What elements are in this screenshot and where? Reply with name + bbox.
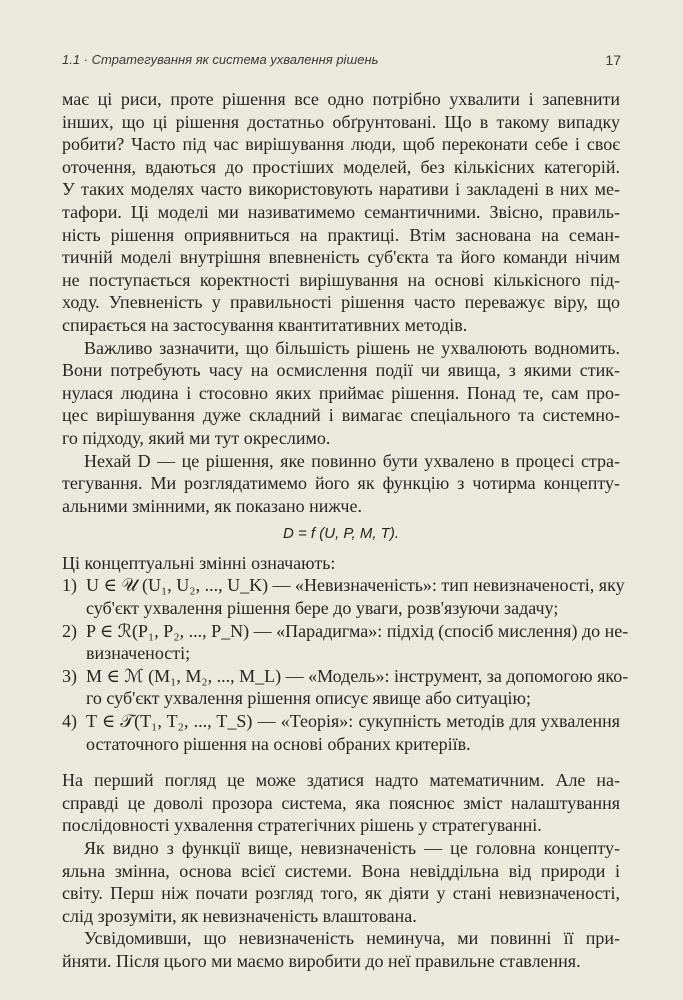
paragraph: [62, 837, 620, 927]
list-item: [62, 620, 629, 665]
text-line: Вони потребують часу на осмислення події чи явища, з якими стик-: [62, 360, 620, 381]
running-header: [62, 52, 621, 72]
text-line: ність рішення оприявниться на практиці. Втім заснована на семан-: [62, 224, 620, 245]
page-number: 17: [605, 52, 621, 68]
text-line: не поступається коректності вирішування на основі кількісного під-: [62, 269, 620, 290]
text-line: робити? Часто під час вирішування люди, щоб переконати себе і своє: [62, 134, 620, 155]
list-item: [62, 665, 629, 710]
text-line: Усвідомивши, що невизначеність неминуча, ми повинні її при-: [84, 928, 620, 949]
text-line: У таких моделях часто використовують наративи і закладені в них ме-: [62, 179, 620, 200]
text-line: справді це доволі прозора система, яка пояснює зміст налаштування: [62, 792, 620, 813]
paragraph: [62, 337, 620, 450]
text-line: На перший погляд це може здатися надто математичним. Але на-: [62, 770, 620, 791]
list-item: [62, 574, 625, 619]
text-line: йняти. Після цього ми маємо виробити до неї правильне ставлення.: [62, 950, 581, 971]
list-item: [62, 710, 620, 755]
spacer: [62, 755, 620, 769]
text-line: U ∈ 𝒰 (U₁, U₂, ..., U_K) — «Невизначеність»: тип невизначеності, яку: [86, 575, 625, 596]
text-line: альними змінними, як показано нижче.: [62, 495, 362, 516]
text-line: тичній моделі внутрішня впевненість суб'єкта та його команди нічим: [62, 247, 620, 268]
text-line: цес вирішування дуже складний і вимагає спеціального та системно-: [62, 405, 620, 426]
text-line: тегування. Ми розглядатимемо його як функцію з чотирма концепту-: [62, 473, 620, 494]
text-line: T ∈ 𝒯(T₁, T₂, ..., T_S) — «Теорія»: сукупність методів для ухвалення: [86, 711, 620, 732]
text-line: оточення, вдаються до простіших моделей, без кількісних категорій.: [62, 156, 620, 177]
section-title: 1.1 · Стратегування як система ухвалення рішень: [62, 52, 379, 67]
paragraph: [62, 450, 620, 518]
text-line: визначеності;: [86, 643, 191, 664]
text-line: послідовності ухвалення стратегічних рішень у стратегуванні.: [62, 815, 542, 836]
text-line: Важливо зазначити, що більшість рішень не ухвалюють водномить.: [84, 337, 620, 358]
variables-list: [62, 574, 629, 755]
text-line: остаточного рішення на основі обраних критеріїв.: [86, 733, 471, 754]
text-line: світу. Перш ніж почати розгляд того, як діяти у стані невизначеності,: [62, 883, 620, 904]
formula: D = f (U, P, M, T).: [283, 525, 399, 543]
text-line: Нехай D — це рішення, яке повинно бути ухвалено в процесі стра-: [84, 450, 620, 471]
list-number: 1): [62, 575, 77, 596]
text-line: спирається на застосування квантитативних методів.: [62, 314, 468, 335]
text-line: P ∈ ℛ(P₁, P₂, ..., P_N) — «Парадигма»: підхід (спосіб мислення) до не-: [86, 620, 629, 641]
text-line: має ці риси, проте рішення все одно потрібно ухвалити і запевнити: [62, 89, 620, 109]
paragraph: [62, 927, 620, 972]
text-line: тафори. Ці моделі ми називатимемо семантичними. Звісно, правиль-: [62, 201, 620, 222]
text-line: ходу. Упевненість у правильності рішення часто переважує віру, що: [62, 292, 620, 313]
text-line: яльна змінна, основа всієї системи. Вона невіддільна від природи і: [62, 860, 620, 881]
text-line: го підходу, який ми тут окреслимо.: [62, 427, 331, 448]
text-line: інших, що ці рішення достатньо обґрунтовані. Що в такому випадку: [62, 111, 620, 132]
text-line: го суб'єкт ухвалення рішення описує явище або ситуацію;: [86, 688, 532, 709]
list-number: 2): [62, 620, 77, 641]
page-body: [62, 88, 629, 973]
list-number: 3): [62, 665, 77, 686]
text-line: суб'єкт ухвалення рішення бере до уваги, розв'язуючи задачу;: [86, 598, 559, 619]
text-line: нулася людина і стосовно яких приймає рішення. Понад те, сам про-: [62, 382, 620, 403]
text-line: M ∈ ℳ (M₁, M₂, ..., M_L) — «Модель»: інструмент, за допомогою яко-: [86, 665, 629, 686]
text-line: слід зрозуміти, як невизначеність влаштована.: [62, 905, 417, 926]
list-intro: Ці концептуальні змінні означають:: [62, 552, 336, 573]
text-line: Як видно з функції вище, невизначеність — це головна концепту-: [84, 838, 620, 858]
list-intro-block: [62, 552, 620, 575]
paragraph: [62, 769, 620, 837]
list-number: 4): [62, 711, 77, 732]
paragraph: [62, 88, 620, 337]
